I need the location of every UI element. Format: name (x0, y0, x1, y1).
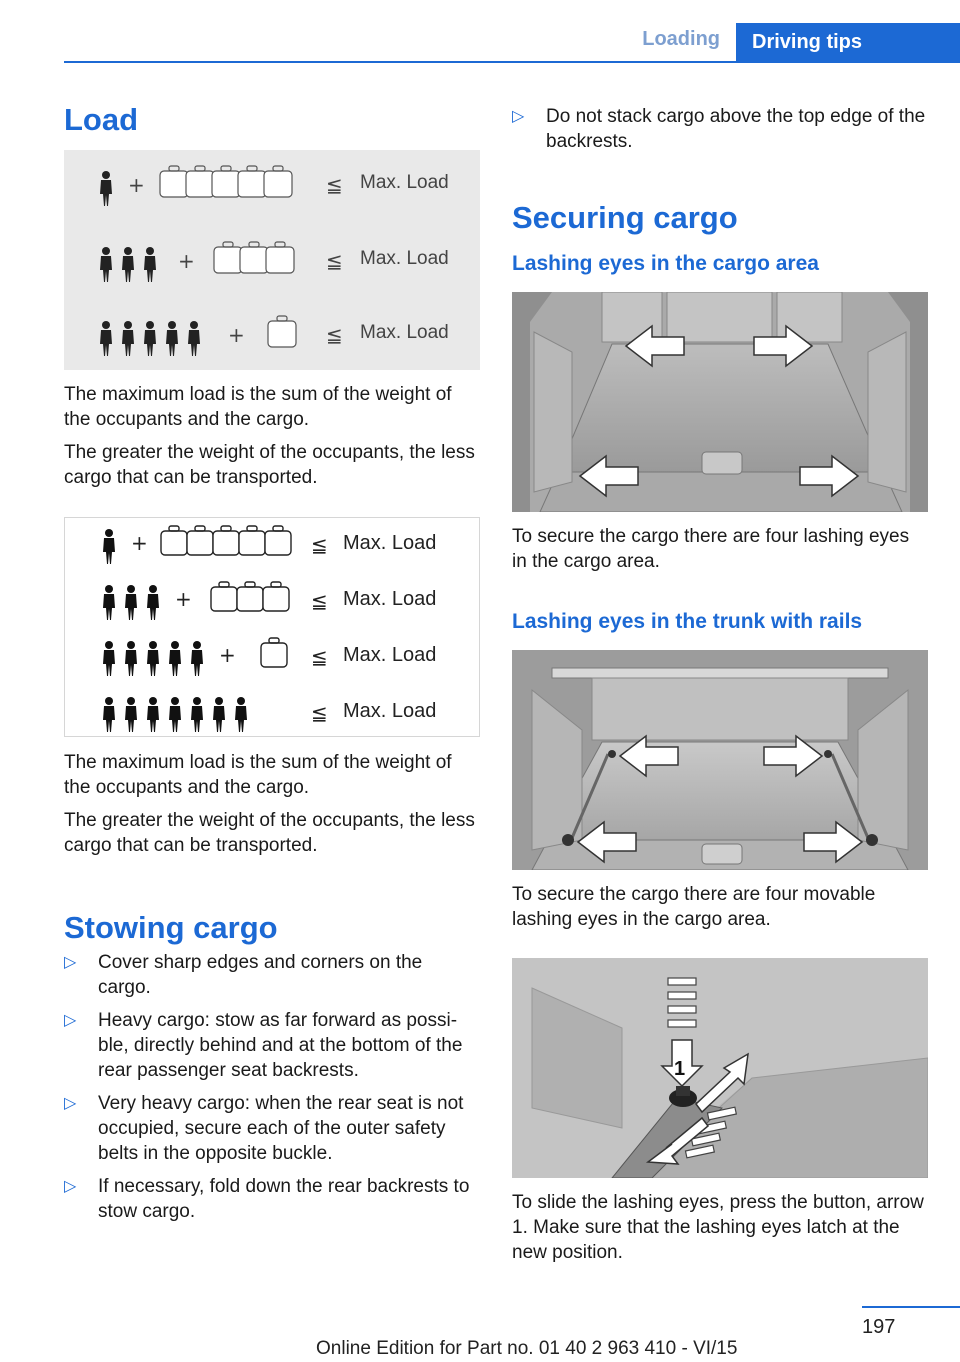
trunk-rails-lashing-eyes-image (512, 650, 928, 870)
trunk-rails-illustration (512, 650, 928, 870)
load-paragraph-2: The greater the weight of the occupants, the less cargo that can be transported. (64, 442, 475, 488)
list-item: ▷ Cover sharp edges and corners on the cargo. (64, 952, 423, 998)
list-item: ▷ Do not stack cargo above the top edge of the backrests. (512, 106, 926, 152)
triangle-bullet-icon: ▷ (64, 1012, 77, 1029)
cargo-lashing-paragraph: To secure the cargo there are four lashing eyes in the cargo area. (512, 526, 910, 572)
svg-text:+: + (175, 587, 192, 611)
fig2-label-row3: Max. Load (343, 644, 437, 666)
fig2-label-row4: Max. Load (343, 700, 437, 722)
footer-rule (862, 1306, 960, 1308)
load-paragraph-3: The maximum load is the sum of the weight of the occupants and the cargo. (64, 752, 452, 798)
header-chapter-tab: Driving tips (736, 23, 960, 61)
slide-lashing-eye-image (512, 958, 928, 1178)
triangle-bullet-icon: ▷ (64, 1095, 77, 1112)
fig1-label-row3: Max. Load (360, 322, 449, 343)
stowing-cargo-list-continued (512, 104, 928, 154)
svg-text:≦: ≦ (311, 701, 328, 725)
svg-text:≦: ≦ (311, 533, 328, 557)
page-header (0, 0, 960, 64)
lashing-eyes-rails-heading: Lashing eyes in the trunk with rails (512, 610, 863, 633)
svg-text:≦: ≦ (326, 323, 343, 347)
left-column (64, 100, 480, 1232)
triangle-bullet-icon: ▷ (64, 1178, 77, 1195)
triangle-bullet-icon: ▷ (64, 954, 77, 971)
fig1-label-row1: Max. Load (360, 172, 449, 193)
fig1-label-row2: Max. Load (360, 248, 449, 269)
slide-lashing-eye-illustration (512, 958, 928, 1178)
svg-text:≦: ≦ (326, 249, 343, 273)
svg-text:+: + (228, 323, 245, 347)
list-item: ▷ If necessary, fold down the rear backrests to stow cargo. (64, 1176, 470, 1222)
svg-text:+: + (128, 173, 145, 197)
load-heading: Load (64, 102, 139, 137)
load-paragraph-4: The greater the weight of the occupants, the less cargo that can be transported. (64, 810, 475, 856)
load-paragraph-1: The maximum load is the sum of the weight of the occupants and the cargo. (64, 384, 452, 430)
cargo-area-lashing-eyes-image (512, 292, 928, 512)
max-load-figure-2 (64, 517, 480, 737)
footer-edition-text: Online Edition for Part no. 01 40 2 963 410 - VI/15 (316, 1338, 738, 1359)
header-rule (64, 61, 960, 63)
fig2-label-row1: Max. Load (343, 532, 437, 554)
right-column (512, 104, 928, 1265)
list-item: ▷ Very heavy cargo: when the rear seat is not occupied, secure each of the outer safety belts in the opposite buckle. (64, 1093, 464, 1164)
slide-lashing-paragraph: To slide the lashing eyes, press the button, arrow 1. Make sure that the lashing eyes latch at the new position. (512, 1192, 924, 1263)
svg-text:+: + (178, 249, 195, 273)
svg-text:+: + (131, 531, 148, 555)
page-number: 197 (862, 1316, 896, 1338)
rails-lashing-paragraph: To secure the cargo there are four movable lashing eyes in the cargo area. (512, 884, 876, 930)
stowing-cargo-list (64, 950, 480, 1224)
cargo-area-illustration (512, 292, 928, 512)
securing-cargo-heading: Securing cargo (512, 200, 738, 235)
fig2-label-row2: Max. Load (343, 588, 437, 610)
svg-text:≦: ≦ (311, 645, 328, 669)
list-item: ▷ Heavy cargo: stow as far forward as possible, directly behind and at the bottom of the rear passenger seat backrests. (64, 1010, 463, 1081)
triangle-bullet-icon: ▷ (512, 108, 525, 125)
arrow-number-label: 1 (674, 1058, 686, 1080)
stowing-cargo-heading: Stowing cargo (64, 910, 278, 945)
svg-text:≦: ≦ (311, 589, 328, 613)
svg-text:+: + (219, 643, 236, 667)
lashing-eyes-cargo-heading: Lashing eyes in the cargo area (512, 252, 819, 275)
header-section: Loading (642, 28, 720, 50)
svg-text:≦: ≦ (326, 173, 343, 197)
